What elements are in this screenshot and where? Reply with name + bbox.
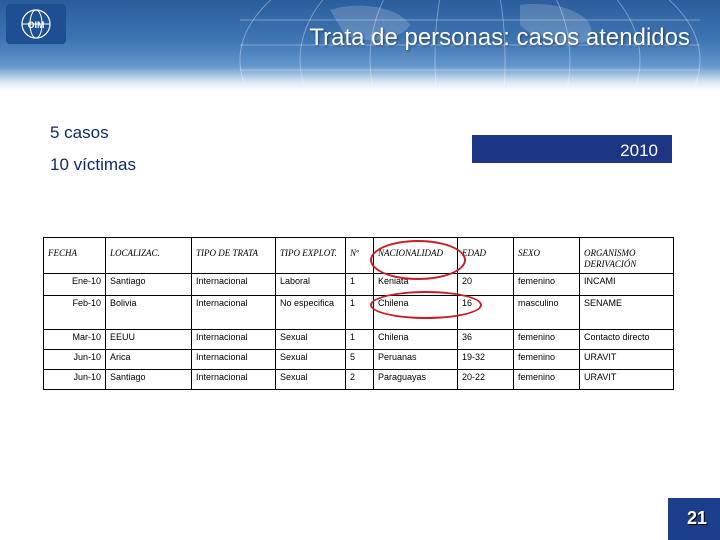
cell-localizacion: Arica xyxy=(106,350,192,370)
cell-localizacion: Santiago xyxy=(106,274,192,296)
table-row xyxy=(44,370,674,390)
cell-numero: 1 xyxy=(346,296,374,330)
cell-numero: 5 xyxy=(346,350,374,370)
cell-numero: 1 xyxy=(346,274,374,296)
cell-fecha: Mar-10 xyxy=(44,330,106,350)
header-edad: EDAD xyxy=(458,238,514,274)
cell-tipo-trata: Internacional xyxy=(192,350,276,370)
highlight-oval-nationality-header xyxy=(370,240,466,280)
cell-sexo: femenino xyxy=(514,274,580,296)
table-row xyxy=(44,274,674,296)
cell-edad: 20-22 xyxy=(458,370,514,390)
table-header-row xyxy=(44,238,674,274)
cell-edad: 36 xyxy=(458,330,514,350)
header-sexo: SEXO xyxy=(514,238,580,274)
cell-numero: 1 xyxy=(346,330,374,350)
page-number-badge xyxy=(668,498,720,540)
cell-edad: 16 xyxy=(458,296,514,330)
cell-localizacion: Santiago xyxy=(106,370,192,390)
cell-edad: 19-32 xyxy=(458,350,514,370)
header-tipo-explot: TIPO EXPLOT. xyxy=(276,238,346,274)
svg-text:OIM: OIM xyxy=(27,20,45,30)
cell-sexo: femenino xyxy=(514,350,580,370)
cell-nacionalidad: Paraguayas xyxy=(374,370,458,390)
header-fecha: FECHA xyxy=(44,238,106,274)
header-numero: Nº xyxy=(346,238,374,274)
cell-tipo-explot: Sexual xyxy=(276,350,346,370)
cell-nacionalidad: Peruanas xyxy=(374,350,458,370)
cell-tipo-trata: Internacional xyxy=(192,330,276,350)
table-row xyxy=(44,350,674,370)
cell-tipo-explot: No especifica xyxy=(276,296,346,330)
cell-sexo: masculino xyxy=(514,296,580,330)
cell-tipo-trata: Internacional xyxy=(192,370,276,390)
year-box: 2010 xyxy=(472,135,672,163)
cell-organismo: URAVIT xyxy=(580,370,674,390)
header-tipo-trata: TIPO DE TRATA xyxy=(192,238,276,274)
cell-organismo: Contacto directo xyxy=(580,330,674,350)
cell-localizacion: Bolivia xyxy=(106,296,192,330)
cell-organismo: INCAMI xyxy=(580,274,674,296)
table-row xyxy=(44,296,674,330)
cell-sexo: femenino xyxy=(514,370,580,390)
page-number: 21 xyxy=(686,507,708,528)
cell-organismo: URAVIT xyxy=(580,350,674,370)
cell-localizacion: EEUU xyxy=(106,330,192,350)
cell-edad: 20 xyxy=(458,274,514,296)
cases-table xyxy=(43,237,674,390)
cell-fecha: Ene-10 xyxy=(44,274,106,296)
cell-numero: 2 xyxy=(346,370,374,390)
cell-fecha: Feb-10 xyxy=(44,296,106,330)
cell-tipo-explot: Sexual xyxy=(276,370,346,390)
cell-nacionalidad: Chilena xyxy=(374,330,458,350)
cell-tipo-trata: Internacional xyxy=(192,274,276,296)
cell-organismo: SENAME xyxy=(580,296,674,330)
cell-tipo-explot: Sexual xyxy=(276,330,346,350)
victimas-count: 10 víctimas xyxy=(50,155,136,174)
cell-fecha: Jun-10 xyxy=(44,370,106,390)
table-row xyxy=(44,330,674,350)
header-organismo: ORGANISMO DERIVACIÓN xyxy=(580,238,674,274)
oim-logo xyxy=(6,4,66,44)
globe-icon xyxy=(14,7,58,41)
cell-fecha: Jun-10 xyxy=(44,350,106,370)
cell-tipo-explot: Laboral xyxy=(276,274,346,296)
page-title: Trata de personas: casos atendidos xyxy=(309,24,690,51)
cell-tipo-trata: Internacional xyxy=(192,296,276,330)
cell-sexo: femenino xyxy=(514,330,580,350)
cell-nacionalidad: Chilena xyxy=(374,296,458,330)
highlight-oval-minor-row xyxy=(370,291,482,319)
casos-count: 5 casos xyxy=(50,123,109,142)
header-nacionalidad: NACIONALIDAD xyxy=(374,238,458,274)
cell-nacionalidad: Keniata xyxy=(374,274,458,296)
header-localizacion: LOCALIZAC. xyxy=(106,238,192,274)
